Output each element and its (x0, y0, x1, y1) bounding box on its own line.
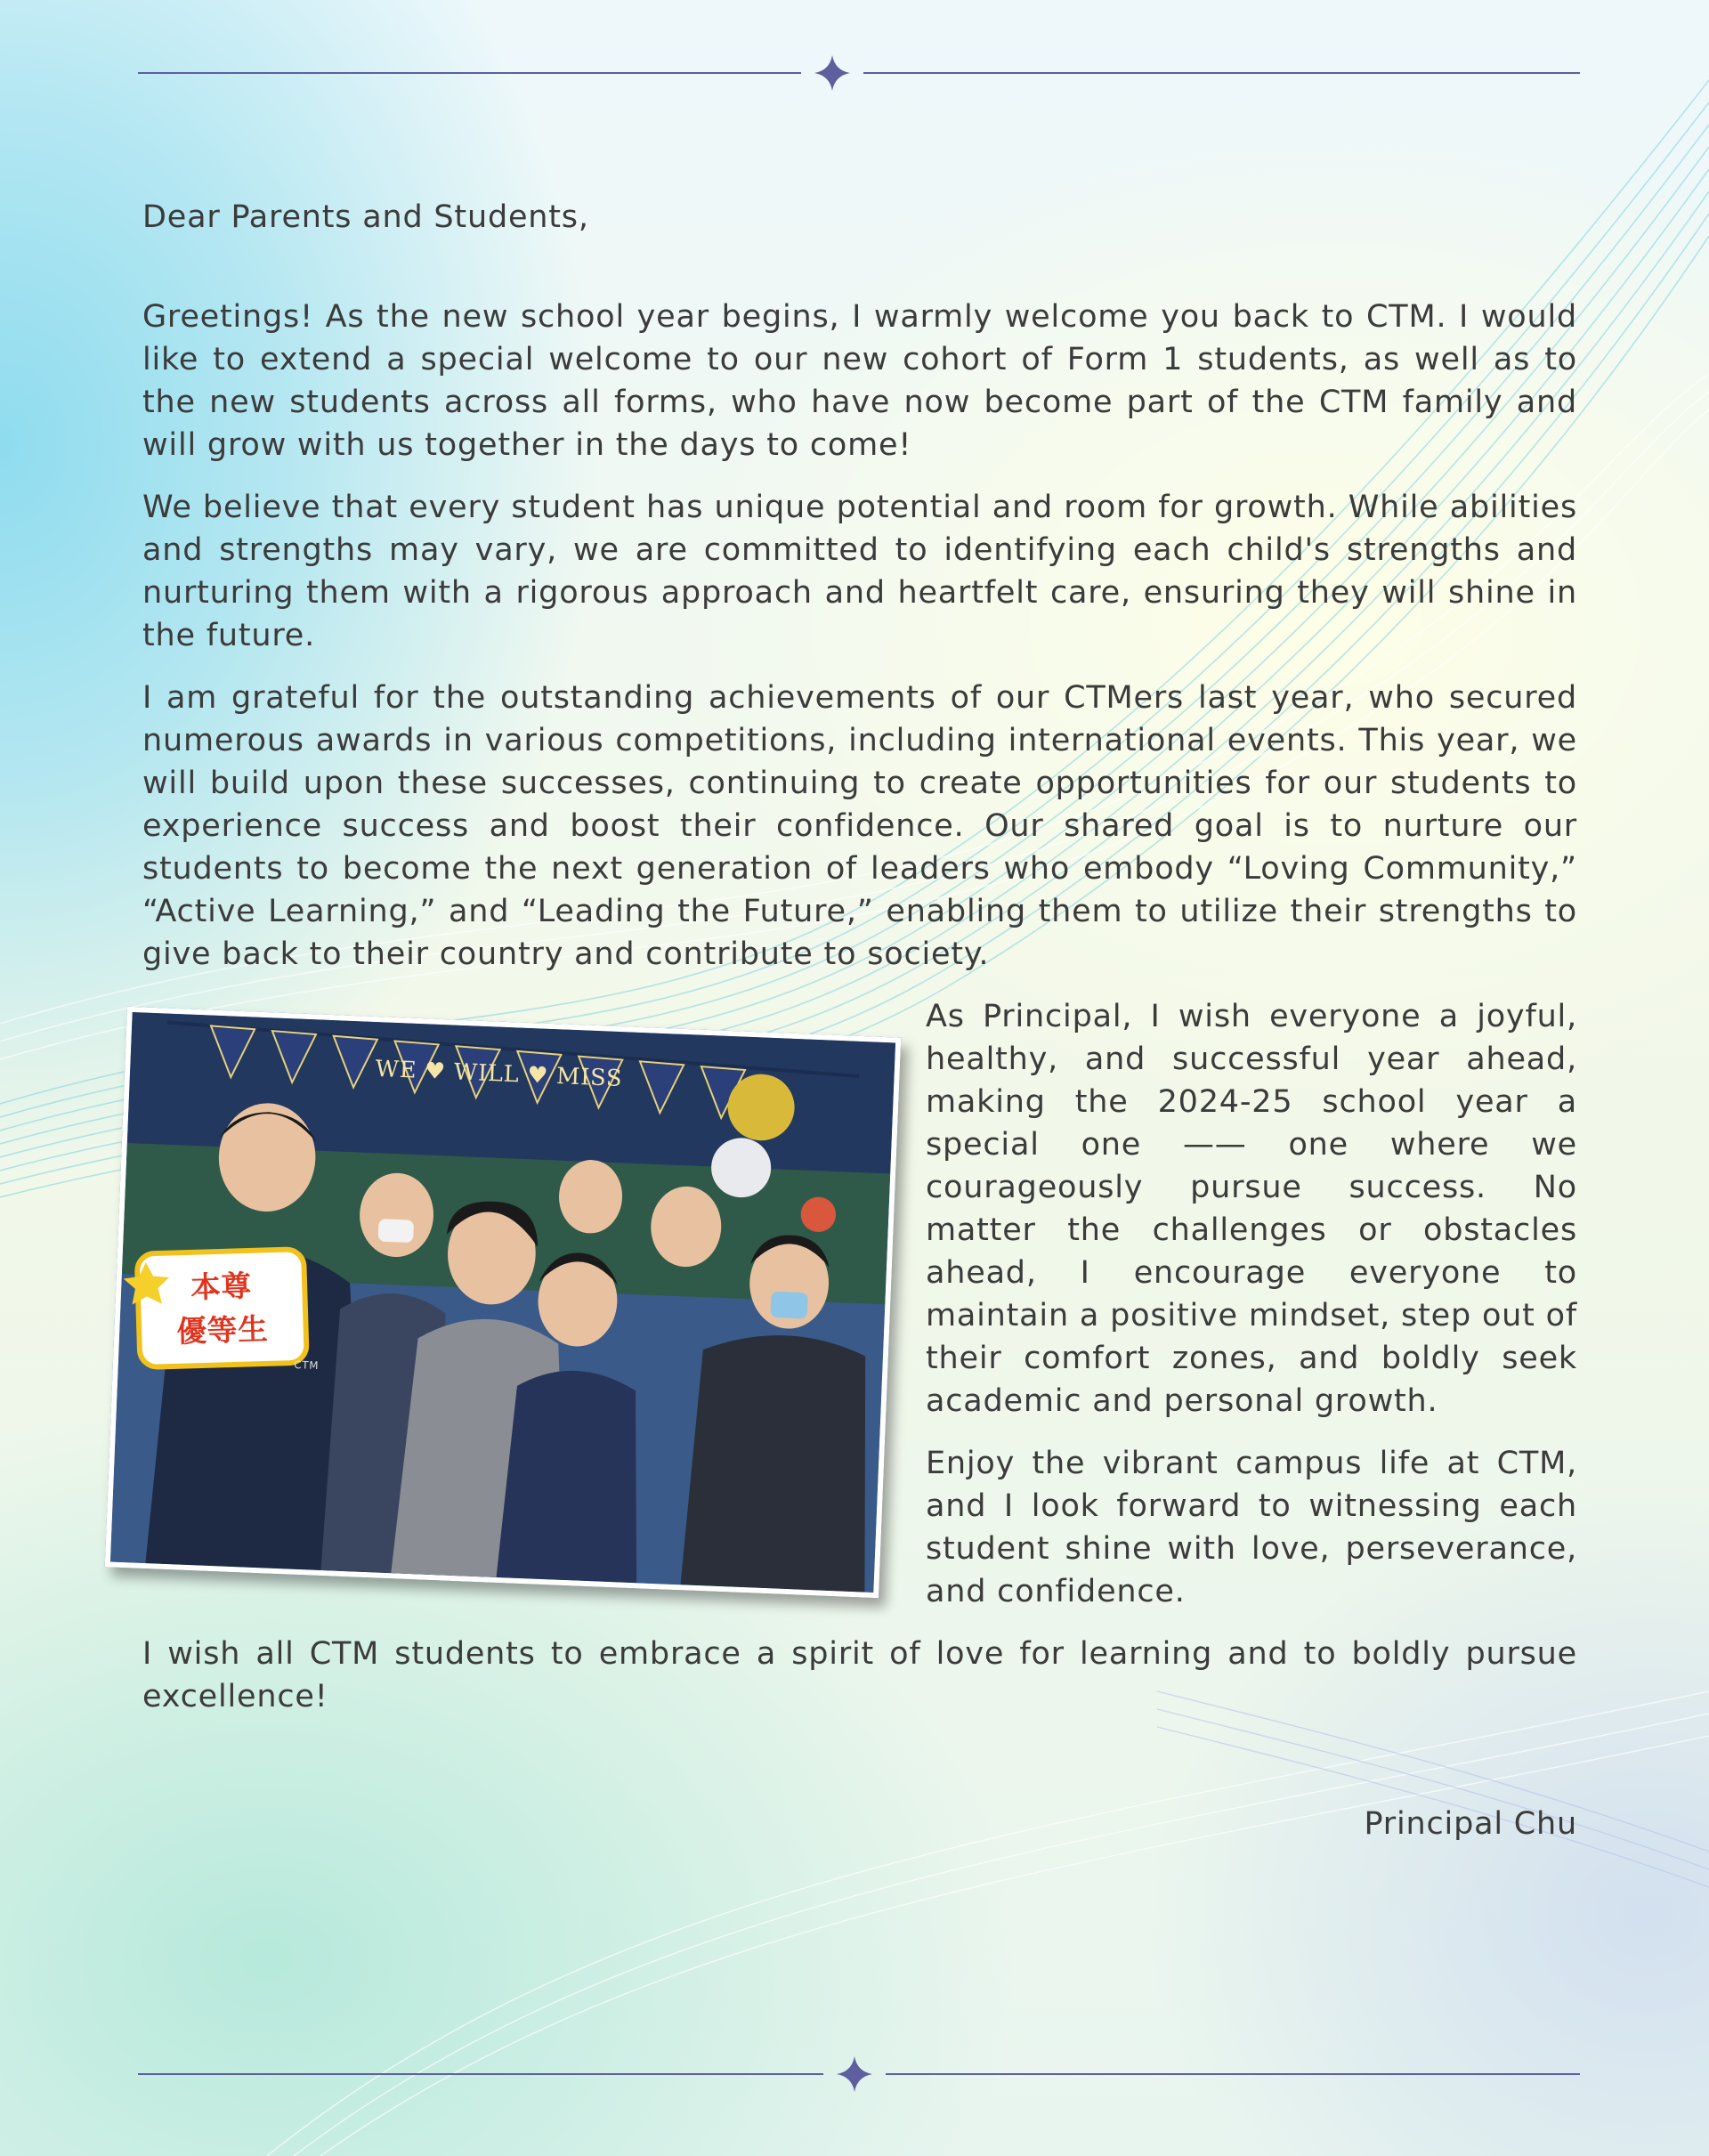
class-photo (105, 1007, 902, 1598)
paragraph-closing: I wish all CTM students to embrace a spirit of love for learning and to boldly pursue excellence! (142, 1636, 1577, 1714)
paragraph-greeting: Greetings! As the new school year begins, I warmly welcome you back to CTM. I would like to extend a special welcome to our new cohort of Form 1 students, as well as to the new students across all forms, who have now become part of the CTM family and will grow with us together in the days to come! (142, 299, 1577, 463)
bottom-divider (138, 2056, 1580, 2092)
top-divider (138, 55, 1580, 91)
sparkle-ornament-icon (814, 55, 850, 91)
uniform-logo-text: CTM (293, 1358, 320, 1373)
photo-sign (123, 1249, 307, 1367)
paragraph-potential: We believe that every student has unique potential and room for growth. While abilities and strengths may vary, we are committed to identifying each child's strengths and nurturing them with a rigorous approach and heartfelt care, ensuring they will shine in the future. (142, 490, 1577, 653)
salutation: Dear Parents and Students, (142, 199, 589, 235)
photo-sign-line1: 本尊 (190, 1268, 253, 1305)
principal-letter (142, 196, 1577, 1865)
photo-banner-text: WE ♥ WILL ♥ MISS (375, 1055, 623, 1092)
sparkle-ornament-icon (837, 2056, 872, 2092)
signature: Principal Chu (1364, 1806, 1577, 1842)
paragraph-campus-life: Enjoy the vibrant campus life at CTM, and I look forward to witnessing each student shine with love, perseverance, and confidence. (926, 1446, 1577, 1609)
paragraph-wishes: As Principal, I wish everyone a joyful, healthy, and successful year ahead, making the 2024-25 school year a special one —— one where we courageously pursue success. No matter the challenges or obstacles ahead, I encourage everyone to maintain a positive mindset, step out of their comfort zones, and boldly seek academic and personal growth. (926, 999, 1577, 1419)
photo-sign-line2: 優等生 (175, 1311, 270, 1350)
class-photo-frame (107, 1013, 890, 1618)
paragraph-achievements: I am grateful for the outstanding achievements of our CTMers last year, who secured numerous awards in various competitions, including international events. This year, we will build upon these successes, continuing to create opportunities for our students to experience success and boost their confidence. Our shared goal is to nurture our students to become the next generation of leaders who embody “Loving Community,” “Active Learning,” and “Leading the Future,” enabling them to utilize their strengths to give back to their country and contribute to society. (142, 680, 1577, 972)
